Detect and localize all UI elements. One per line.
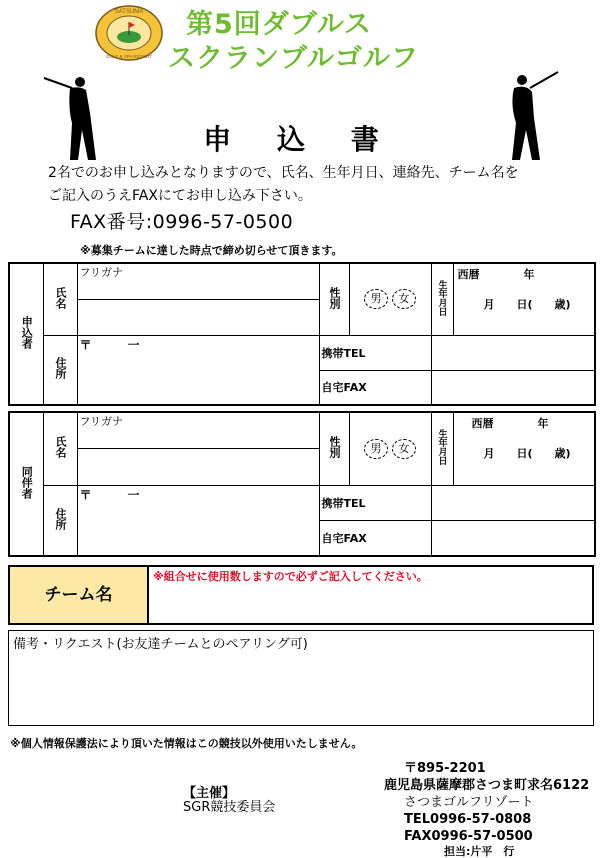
applicant-section-label: 申込者	[9, 263, 43, 405]
companion-mobile-field[interactable]	[431, 485, 595, 520]
contact-address: 鹿児島県薩摩郡さつま町求名6122	[384, 778, 590, 793]
male-option[interactable]: 男	[364, 289, 388, 309]
intro-text	[48, 162, 519, 208]
birth-detail: 月 日( 歳)	[483, 298, 571, 311]
resort-logo	[94, 4, 164, 62]
applicant-mobile-field[interactable]	[431, 335, 595, 370]
companion-table	[8, 411, 596, 557]
applicant-address-field[interactable]: 〒 一	[77, 335, 319, 405]
companion-gender-options[interactable]	[349, 412, 431, 485]
event-title-line1: 第5回ダブルス	[186, 9, 372, 40]
birth-era: 西暦 年	[471, 417, 549, 430]
companion-address-field[interactable]: 〒 一	[77, 485, 319, 556]
applicant-birth-field[interactable]	[453, 263, 595, 335]
companion-name-label: 氏名	[43, 412, 77, 485]
companion-section-label: 同伴者	[9, 412, 43, 556]
female-option[interactable]: 女	[392, 289, 416, 309]
applicant-name-label: 氏名	[43, 263, 77, 335]
form-heading: 申 込 書	[203, 123, 397, 156]
female-option[interactable]: 女	[392, 439, 416, 459]
event-title-line2: スクランブルゴルフ	[168, 43, 419, 74]
applicant-mobile-label: 携帯TEL	[319, 335, 431, 370]
contact-tel: TEL0996-57-0808	[404, 812, 532, 827]
logo-text-bottom: GOLF & SPA RESORT	[105, 54, 153, 59]
applicant-birth-label: 生年月日	[431, 263, 453, 335]
applicant-gender-label: 性別	[319, 263, 349, 335]
contact-staff: 担当:片平 行	[444, 845, 515, 858]
companion-birth-label: 生年月日	[431, 412, 453, 485]
companion-mobile-label: 携帯TEL	[319, 485, 431, 520]
privacy-notice: ※個人情報保護法により頂いた情報はこの競技以外使用いたしません。	[10, 737, 363, 750]
companion-fax-label: 自宅FAX	[319, 521, 431, 556]
organizer-name: SGR競技委員会	[183, 800, 276, 815]
applicant-furigana-field[interactable]: フリガナ	[77, 263, 319, 299]
birth-detail: 月 日( 歳)	[483, 447, 571, 460]
companion-birth-field[interactable]	[453, 412, 595, 485]
companion-address-label: 住所	[43, 485, 77, 556]
birth-era: 西暦 年	[457, 268, 535, 281]
contact-fax: FAX0996-57-0500	[404, 829, 533, 844]
intro-line1: 2名でのお申し込みとなりますので、氏名、生年月日、連絡先、チーム名を	[48, 165, 519, 181]
companion-name-field[interactable]	[77, 449, 319, 486]
team-name-label: チーム名	[10, 567, 149, 623]
applicant-name-field[interactable]	[77, 299, 319, 335]
applicant-table	[8, 262, 596, 406]
remarks-label: 備考・リクエスト(お友達チームとのペアリング可)	[13, 637, 308, 652]
logo-text-top: SATSUMA	[114, 9, 144, 15]
contact-company: さつまゴルフリゾート	[404, 795, 534, 810]
companion-gender-label: 性別	[319, 412, 349, 485]
intro-line2: ご記入のうえFAXにてお申し込み下さい。	[48, 188, 312, 204]
organizer-label: 【主催】	[183, 786, 236, 801]
deadline-notice: ※募集チームに達した時点で締め切らせて頂きます。	[80, 244, 343, 257]
male-option[interactable]: 男	[364, 439, 388, 459]
team-name-box	[8, 565, 594, 625]
applicant-fax-field[interactable]	[431, 370, 595, 405]
remarks-box[interactable]	[8, 630, 594, 726]
team-name-note: ※組合せに使用数しますので必ずご記入してください。	[153, 570, 428, 583]
applicant-address-label: 住所	[43, 335, 77, 405]
contact-postal: 〒895-2201	[404, 761, 486, 776]
contact-block	[384, 760, 589, 858]
companion-fax-field[interactable]	[431, 521, 595, 556]
applicant-gender-options[interactable]	[349, 263, 431, 335]
fax-number: FAX番号:0996-57-0500	[70, 211, 294, 233]
companion-furigana-field[interactable]: フリガナ	[77, 412, 319, 449]
team-name-field[interactable]	[150, 583, 590, 621]
applicant-fax-label: 自宅FAX	[319, 370, 431, 405]
